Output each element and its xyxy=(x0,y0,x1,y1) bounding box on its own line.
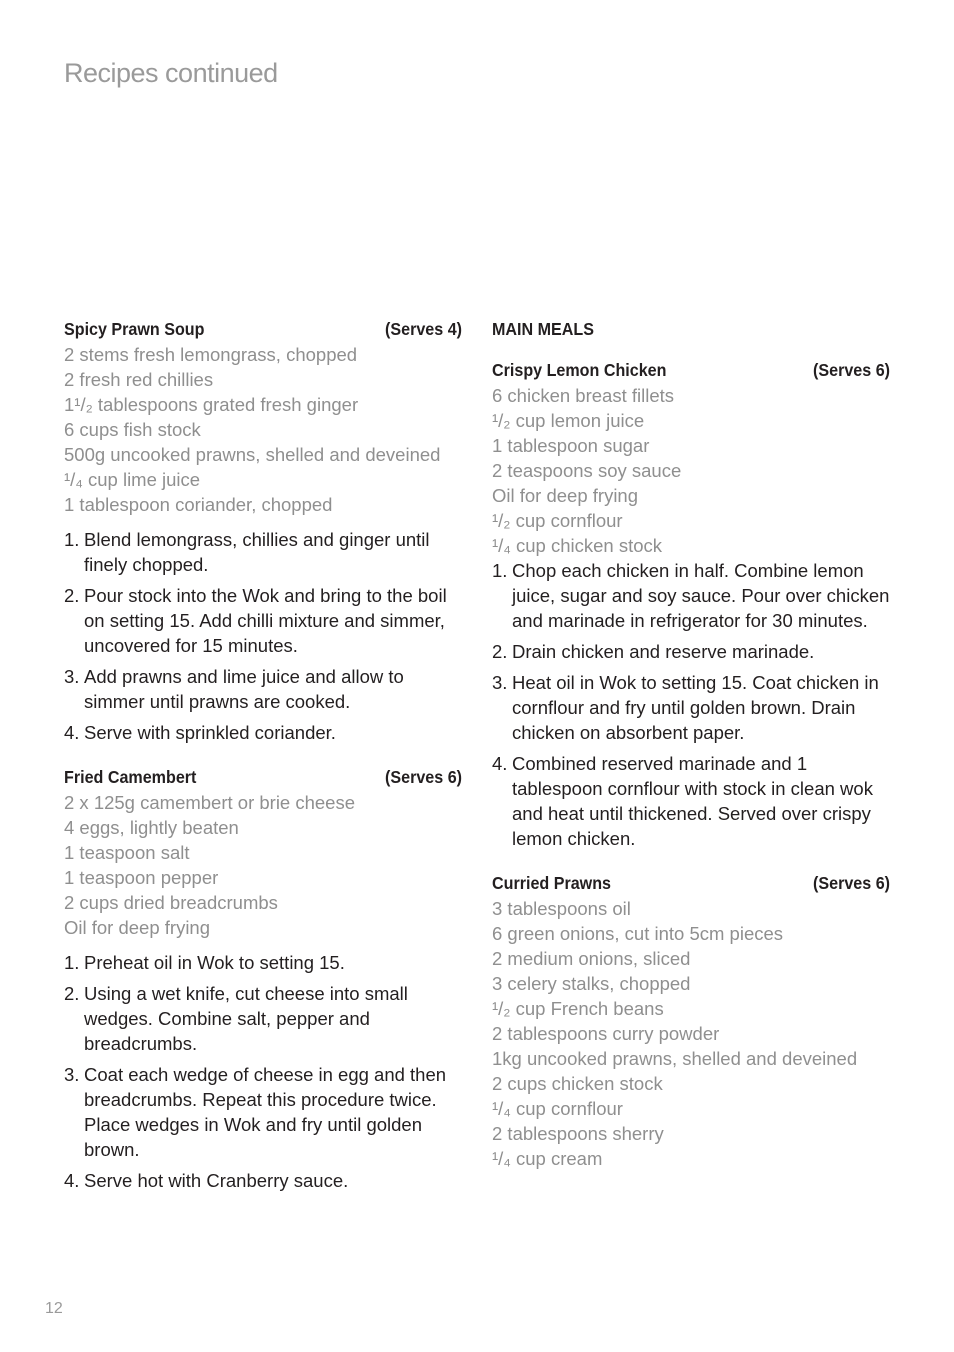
ingredient-item: 2 tablespoons sherry xyxy=(492,1123,664,1144)
step-number: 2. xyxy=(64,585,80,606)
step-number: 4. xyxy=(64,1170,80,1191)
step-text: Serve with sprinkled coriander. xyxy=(84,722,336,743)
recipe-title-row xyxy=(492,357,890,383)
recipe-title: Curried Prawns xyxy=(492,873,612,893)
ingredient-item: ¹/₂ cup French beans xyxy=(492,998,664,1019)
recipe-title: Fried Camembert xyxy=(64,767,197,787)
ingredient-item: 2 cups chicken stock xyxy=(492,1073,663,1094)
ingredient-item: 2 x 125g camembert or brie cheese xyxy=(64,792,356,813)
step-text: Pour stock into the Wok and bring to the boil on setting 15. Add chilli mixture and simmer, uncovered for 15 minutes. xyxy=(84,585,447,656)
ingredient-item: ¹/₄ cup cornflour xyxy=(492,1098,623,1119)
ingredient-item: ¹/₄ cup chicken stock xyxy=(492,535,663,556)
method-steps xyxy=(64,527,462,745)
step-text: Add prawns and lime juice and allow to simmer until prawns are cooked. xyxy=(84,666,404,712)
ingredient-list xyxy=(492,896,890,1171)
ingredient-item: Oil for deep frying xyxy=(492,485,639,506)
method-steps xyxy=(64,950,462,1193)
step-text: Coat each wedge of cheese in egg and then breadcrumbs. Repeat this procedure twice. Place wedges in Wok and fry until golden brown. xyxy=(84,1064,447,1160)
step-number: 3. xyxy=(64,666,80,687)
recipe-curried-prawns xyxy=(492,870,890,1171)
ingredient-item: Oil for deep frying xyxy=(64,917,211,938)
step-number: 4. xyxy=(492,753,508,774)
recipe-title-row xyxy=(64,316,462,342)
step-text: Preheat oil in Wok to setting 15. xyxy=(84,952,345,973)
ingredient-item: 1 teaspoon salt xyxy=(64,842,190,863)
method-step xyxy=(64,664,462,714)
ingredient-item: 1 teaspoon pepper xyxy=(64,867,219,888)
page-title: Recipes continued xyxy=(64,58,278,88)
step-text: Combined reserved marinade and 1 tablespoon cornflour with stock in clean wok and heat until thickened. Served over crispy lemon chicken. xyxy=(512,753,873,849)
ingredient-item: ¹/₄ cup lime juice xyxy=(64,469,201,490)
step-number: 2. xyxy=(492,641,508,662)
step-number: 3. xyxy=(64,1064,80,1085)
recipe-serves: (Serves 6) xyxy=(813,873,891,893)
recipe-serves: (Serves 4) xyxy=(385,319,463,339)
section-heading: MAIN MEALS xyxy=(492,319,594,339)
method-step xyxy=(64,720,462,745)
step-text: Blend lemongrass, chillies and ginger until finely chopped. xyxy=(84,529,430,575)
ingredient-item: 1kg uncooked prawns, shelled and deveined xyxy=(492,1048,858,1069)
recipe-serves: (Serves 6) xyxy=(813,360,891,380)
step-number: 1. xyxy=(64,952,80,973)
ingredient-item: 2 cups dried breadcrumbs xyxy=(64,892,278,913)
step-number: 1. xyxy=(64,529,80,550)
recipe-title: Crispy Lemon Chicken xyxy=(492,360,667,380)
step-number: 1. xyxy=(492,560,508,581)
recipe-fried-camembert xyxy=(64,764,462,1193)
ingredient-item: 6 green onions, cut into 5cm pieces xyxy=(492,923,784,944)
step-text: Serve hot with Cranberry sauce. xyxy=(84,1170,349,1191)
step-text: Chop each chicken in half. Combine lemon juice, sugar and soy sauce. Pour over chicken and marinade in refrigerator for 30 minutes. xyxy=(512,560,890,631)
ingredient-item: ¹/₂ cup cornflour xyxy=(492,510,623,531)
ingredient-item: 2 tablespoons curry powder xyxy=(492,1023,720,1044)
step-number: 4. xyxy=(64,722,80,743)
step-text: Using a wet knife, cut cheese into small wedges. Combine salt, pepper and breadcrumbs. xyxy=(84,983,408,1054)
ingredient-item: 6 cups fish stock xyxy=(64,419,201,440)
method-step xyxy=(492,639,890,664)
left-column xyxy=(64,316,462,1199)
ingredient-item: 2 stems fresh lemongrass, chopped xyxy=(64,344,358,365)
recipe-crispy-lemon-chicken xyxy=(492,357,890,851)
ingredient-item: 1¹/₂ tablespoons grated fresh ginger xyxy=(64,394,359,415)
method-step xyxy=(492,558,890,633)
ingredient-item: 2 fresh red chillies xyxy=(64,369,214,390)
right-column xyxy=(492,316,890,1171)
method-steps xyxy=(492,558,890,851)
step-text: Drain chicken and reserve marinade. xyxy=(512,641,815,662)
ingredient-item: 2 medium onions, sliced xyxy=(492,948,691,969)
method-step xyxy=(492,670,890,745)
ingredient-item: 4 eggs, lightly beaten xyxy=(64,817,239,838)
method-step xyxy=(64,583,462,658)
step-number: 3. xyxy=(492,672,508,693)
ingredient-item: 3 tablespoons oil xyxy=(492,898,631,919)
ingredient-item: 2 teaspoons soy sauce xyxy=(492,460,682,481)
ingredient-item: 1 tablespoon coriander, chopped xyxy=(64,494,333,515)
method-step xyxy=(492,751,890,851)
method-step xyxy=(64,950,462,975)
method-step xyxy=(64,527,462,577)
ingredient-item: 500g uncooked prawns, shelled and deveined xyxy=(64,444,441,465)
recipe-title-row xyxy=(64,764,462,790)
ingredient-item: 3 celery stalks, chopped xyxy=(492,973,691,994)
ingredient-list xyxy=(64,790,462,940)
step-number: 2. xyxy=(64,983,80,1004)
ingredient-list xyxy=(492,383,890,558)
ingredient-item: ¹/₂ cup lemon juice xyxy=(492,410,645,431)
ingredient-item: 1 tablespoon sugar xyxy=(492,435,650,456)
ingredient-item: 6 chicken breast fillets xyxy=(492,385,675,406)
step-text: Heat oil in Wok to setting 15. Coat chicken in cornflour and fry until golden brown. Drain chicken on absorbent paper. xyxy=(512,672,879,743)
method-step xyxy=(64,1062,462,1162)
recipe-spicy-prawn-soup xyxy=(64,316,462,745)
ingredient-list xyxy=(64,342,462,517)
method-step xyxy=(64,1168,462,1193)
recipe-title-row xyxy=(492,870,890,896)
recipe-serves: (Serves 6) xyxy=(385,767,463,787)
method-step xyxy=(64,981,462,1056)
ingredient-item: ¹/₄ cup cream xyxy=(492,1148,603,1169)
recipe-title: Spicy Prawn Soup xyxy=(64,319,205,339)
page-number: 12 xyxy=(45,1300,63,1317)
